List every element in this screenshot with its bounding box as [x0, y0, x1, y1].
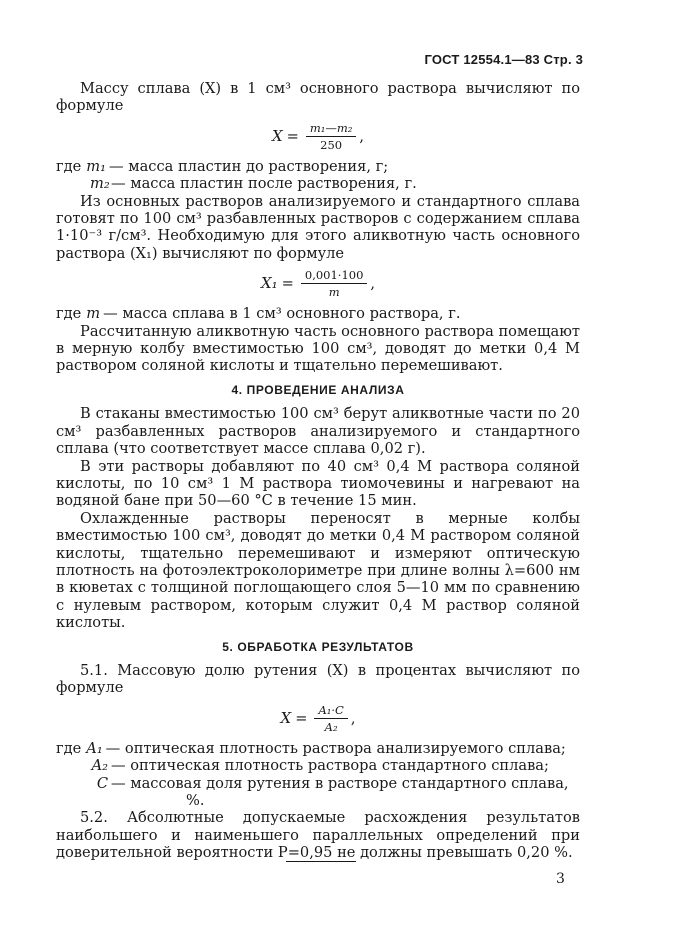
where-item: [56, 775, 580, 792]
footer-rule: [286, 861, 356, 862]
where-text: — оптическая плотность раствора стандартного сплава;: [111, 757, 549, 775]
section-heading: 4. ПРОВЕДЕНИЕ АНАЛИЗА: [231, 382, 405, 397]
where-list: [56, 740, 580, 810]
formula-comma: ,: [350, 709, 356, 727]
formula-lhs: X: [280, 708, 292, 727]
formula-aliquot: [56, 268, 580, 299]
fraction-denominator: 250: [320, 137, 343, 152]
paragraph: Рассчитанную аликвотную часть основного раствора помещают в мерную колбу вместимостью 100 см³, доводят до метки 0,4 М раствором соляной кислоты и тщательно перемешивают.: [56, 322, 580, 375]
where-text: — масса пластин после растворения, г.: [111, 175, 417, 193]
formula-lhs: X₁: [260, 274, 278, 293]
formula-mass: [56, 121, 580, 152]
paragraph: 5.2. Абсолютные допускаемые расхождения результатов наибольшего и наименьшего параллельных определений при доверительной вероятности P=0,95 не должны превышать 0,20 %.: [56, 809, 580, 862]
document-body: [56, 80, 580, 862]
fraction: [306, 121, 357, 152]
where-symbol: C: [96, 774, 108, 792]
paragraph: В стаканы вместимостью 100 см³ берут аликвотные части по 20 см³ разбавленных растворов анализируемого и стандартного сплава (что соответствует массе сплава 0,02 г).: [56, 405, 580, 458]
where-lead: где: [56, 157, 82, 175]
where-continuation: %.: [186, 792, 205, 809]
formula-ruthenium: [56, 703, 580, 734]
fraction-numerator: m₁—m₂: [306, 121, 357, 137]
where-lead: где: [56, 739, 82, 757]
fraction-denominator: A₂: [324, 719, 338, 734]
paragraph: Массу сплава (X) в 1 см³ основного раствора вычисляют по формуле: [56, 80, 580, 115]
fraction-numerator: A₁·C: [314, 703, 347, 719]
paragraph: Из основных растворов анализируемого и стандартного сплава готовят по 100 см³ разбавленных растворов с содержанием сплава 1·10⁻³ г/см³. Необходимую для этого аликвотную часть основного раствора (X₁) вычисляют по формуле: [56, 192, 580, 262]
page-header: ГОСТ 12554.1—83 Стр. 3: [424, 52, 583, 67]
where-symbol: m: [86, 305, 101, 323]
where-symbol: m₂: [90, 175, 110, 193]
equals-sign: =: [295, 709, 308, 727]
where-item: [56, 757, 580, 774]
where-symbol: A₁: [86, 739, 103, 757]
paragraph: 5.1. Массовую долю рутения (X) в процентах вычисляют по формуле: [56, 661, 580, 697]
formula-comma: ,: [359, 127, 365, 145]
formula-comma: ,: [370, 275, 376, 293]
fraction: [314, 703, 347, 734]
where-text: — оптическая плотность раствора анализируемого сплава;: [105, 739, 566, 757]
section-heading: 5. ОБРАБОТКА РЕЗУЛЬТАТОВ: [222, 639, 414, 654]
where-item: [56, 158, 580, 175]
where-lead: где: [56, 305, 82, 323]
equals-sign: =: [281, 275, 294, 293]
paragraph: Охлажденные растворы переносят в мерные колбы вместимостью 100 см³, доводят до метки 0,4 М раствором соляной кислоты, тщательно перемешивают и измеряют оптическую плотность на фотоэлектроколориметре при длине волны λ=600 нм в кюветах с толщиной поглощающего слоя 5—10 мм по сравнению с нулевым раствором, которым служит 0,4 М раствор соляной кислоты.: [56, 509, 580, 632]
where-item: [56, 740, 580, 757]
fraction: [301, 268, 368, 299]
where-symbol: A₂: [91, 757, 108, 775]
formula-lhs: X: [271, 126, 283, 145]
where-text: — масса пластин до растворения, г;: [108, 157, 389, 175]
where-text: — массовая доля рутения в растворе стандартного сплава,: [111, 774, 569, 792]
fraction-denominator: m: [328, 285, 340, 300]
where-item: [56, 305, 580, 322]
where-symbol: m₁: [86, 157, 106, 175]
where-list: [56, 158, 580, 193]
page-number: 3: [556, 871, 565, 887]
equals-sign: =: [286, 127, 299, 145]
fraction-numerator: 0,001·100: [301, 268, 368, 284]
paragraph: В эти растворы добавляют по 40 см³ 0,4 М раствора соляной кислоты, по 10 см³ 1 М раствора тиомочевины и нагревают на водяной бане при 50—60 °С в течение 15 мин.: [56, 457, 580, 510]
where-text: — масса сплава в 1 см³ основного раствора, г.: [103, 305, 461, 323]
where-item: [56, 175, 580, 192]
